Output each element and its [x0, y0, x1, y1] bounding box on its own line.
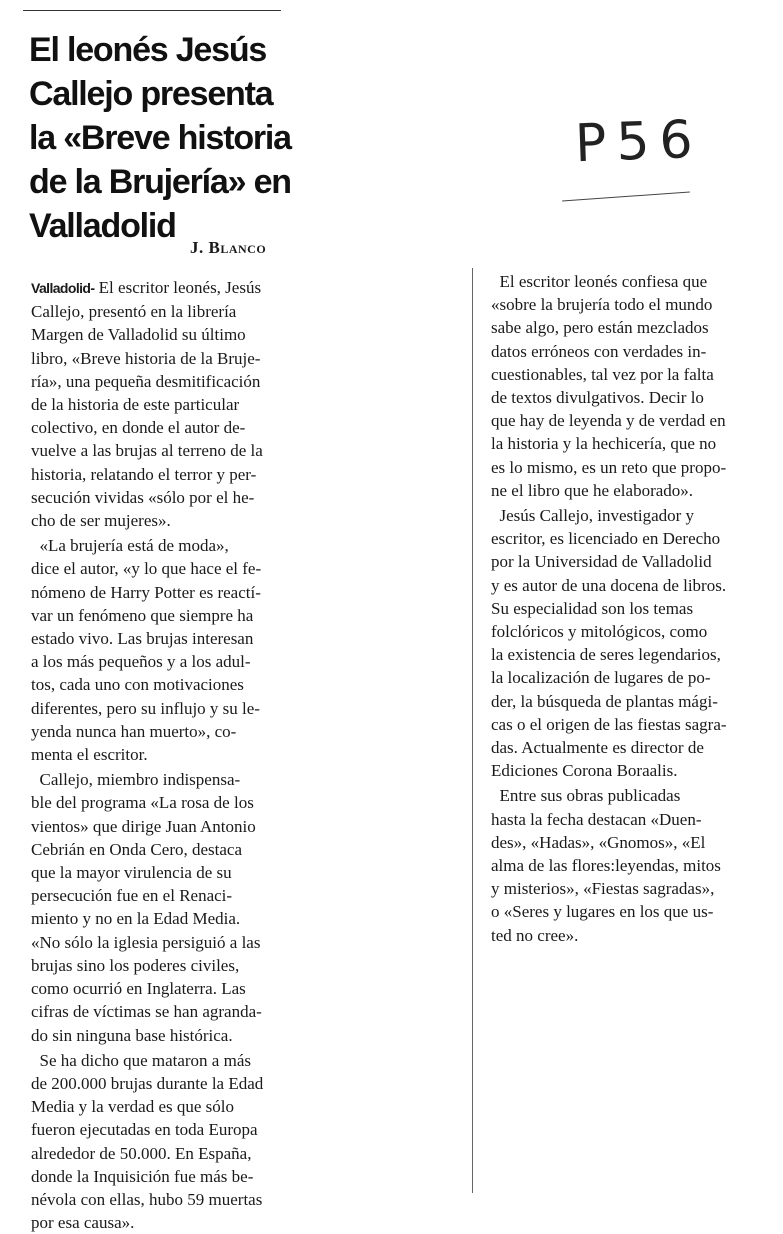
headline-line: la «Breve historia — [29, 119, 291, 157]
text-line: Callejo, presentó en la librería — [31, 302, 237, 322]
text-line: historia, relatando el terror y per- — [31, 464, 257, 484]
text-line: secución vividas «sólo por el he- — [31, 487, 255, 507]
text-line: de textos divulgativos. Decir lo — [491, 388, 704, 408]
text-line: alrededor de 50.000. En España, — [31, 1143, 252, 1163]
top-rule — [23, 10, 281, 11]
handwritten-page-note: P56 — [573, 109, 704, 175]
text-line: que hay de leyenda y de verdad en — [491, 411, 726, 431]
text-line: dice el autor, «y lo que hace el fe- — [31, 559, 262, 579]
text-line: estado vivo. Las brujas interesan — [31, 629, 254, 649]
text-line: folclóricos y mitológicos, como — [491, 622, 708, 642]
headline-line: Callejo presenta — [29, 75, 273, 113]
text-line: menta el escritor. — [31, 745, 148, 765]
text-line: yenda nunca han muerto», co- — [31, 721, 237, 741]
text-line: vientos» que dirige Juan Antonio — [31, 816, 256, 836]
text-line: datos erróneos con verdades in- — [491, 341, 707, 361]
text-line: El escritor leonés confiesa que — [491, 272, 708, 291]
column-divider — [472, 268, 473, 1193]
text-line: la existencia de seres legendarios, — [491, 645, 721, 665]
text-line: Media y la verdad es que sólo — [31, 1097, 234, 1117]
text-line: por esa causa». — [31, 1213, 135, 1233]
text-line-body: El escritor leonés, Jesús — [94, 278, 262, 297]
text-line — [31, 276, 281, 300]
text-line: la localización de lugares de po- — [491, 668, 711, 688]
text-line: persecución fue en el Renaci- — [31, 886, 233, 906]
headline-line: de la Brujería» en — [29, 163, 291, 201]
text-line: tos, cada uno con motivaciones — [31, 675, 244, 695]
text-line: ted no cree». — [491, 925, 579, 945]
text-line: des», «Hadas», «Gnomos», «El — [491, 832, 706, 852]
headline — [29, 28, 289, 248]
article-column-left — [31, 276, 281, 1234]
text-line: nómeno de Harry Potter es reactí- — [31, 582, 261, 602]
text-line: das. Actualmente es director de — [491, 738, 704, 758]
text-line: la historia y la hechicería, que no — [491, 434, 717, 454]
text-line: por la Universidad de Valladolid — [491, 552, 712, 572]
handwritten-underline — [562, 192, 690, 202]
text-line: «La brujería está de moda», — [31, 536, 229, 556]
text-line: Se ha dicho que mataron a más — [31, 1050, 251, 1070]
text-line: Ediciones Corona Boraalis. — [491, 761, 678, 781]
dateline: Valladolid- — [31, 280, 95, 296]
text-line: y es autor de una docena de libros. — [491, 575, 727, 595]
article-column-right — [491, 270, 741, 947]
text-line: Entre sus obras publicadas — [491, 786, 681, 806]
text-line: escritor, es licenciado en Derecho — [491, 529, 721, 549]
text-line: fueron ejecutadas en toda Europa — [31, 1120, 258, 1140]
text-line: alma de las flores:leyendas, mitos — [491, 856, 721, 876]
text-line: ne el libro que he elaborado». — [491, 480, 694, 500]
text-line: Margen de Valladolid su último — [31, 325, 246, 345]
text-line: libro, «Breve historia de la Bruje- — [31, 348, 261, 368]
text-line: «No sólo la iglesia persiguió a las — [31, 932, 261, 952]
text-line: como ocurrió en Inglaterra. Las — [31, 979, 246, 999]
text-line: vuelve a las brujas al terreno de la — [31, 441, 263, 461]
text-line: de la historia de este particular — [31, 395, 240, 415]
text-line: que la mayor virulencia de su — [31, 863, 232, 883]
text-line: a los más pequeños y a los adul- — [31, 652, 251, 672]
text-line: de 200.000 brujas durante la Edad — [31, 1073, 264, 1093]
text-line: var un fenómeno que siempre ha — [31, 605, 254, 625]
text-line: do sin ninguna base histórica. — [31, 1025, 233, 1045]
text-line: Jesús Callejo, investigador y — [491, 506, 695, 526]
headline-line: Valladolid — [29, 207, 176, 245]
text-line: donde la Inquisición fue más be- — [31, 1166, 254, 1186]
text-line: névola con ellas, hubo 59 muertas — [31, 1189, 263, 1209]
text-line: brujas sino los poderes civiles, — [31, 955, 240, 975]
text-line: miento y no en la Edad Media. — [31, 909, 241, 929]
text-line: colectivo, en donde el autor de- — [31, 418, 246, 438]
text-line: es lo mismo, es un reto que propo- — [491, 457, 727, 477]
headline-line: El leonés Jesús — [29, 31, 267, 69]
text-line: cuestionables, tal vez por la falta — [491, 364, 714, 384]
text-line: Cebrián en Onda Cero, destaca — [31, 839, 242, 859]
text-line: sabe algo, pero están mezclados — [491, 318, 709, 338]
text-line: cas o el origen de las fiestas sagra- — [491, 714, 727, 734]
byline: J. Blanco — [190, 238, 267, 257]
text-line: o «Seres y lugares en los que us- — [491, 902, 714, 922]
text-line: hasta la fecha destacan «Duen- — [491, 809, 702, 829]
text-line: Callejo, miembro indispensa- — [31, 770, 241, 790]
text-line: cifras de víctimas se han agranda- — [31, 1002, 262, 1022]
text-line: der, la búsqueda de plantas mági- — [491, 691, 718, 711]
text-line: y misterios», «Fiestas sagradas», — [491, 879, 715, 899]
text-line: cho de ser mujeres». — [31, 511, 171, 531]
text-line: ría», una pequeña desmitificación — [31, 371, 261, 391]
text-line: ble del programa «La rosa de los — [31, 793, 254, 813]
text-line: Su especialidad son los temas — [491, 598, 694, 618]
text-line: «sobre la brujería todo el mundo — [491, 295, 713, 315]
text-line: diferentes, pero su influjo y su le- — [31, 698, 260, 718]
